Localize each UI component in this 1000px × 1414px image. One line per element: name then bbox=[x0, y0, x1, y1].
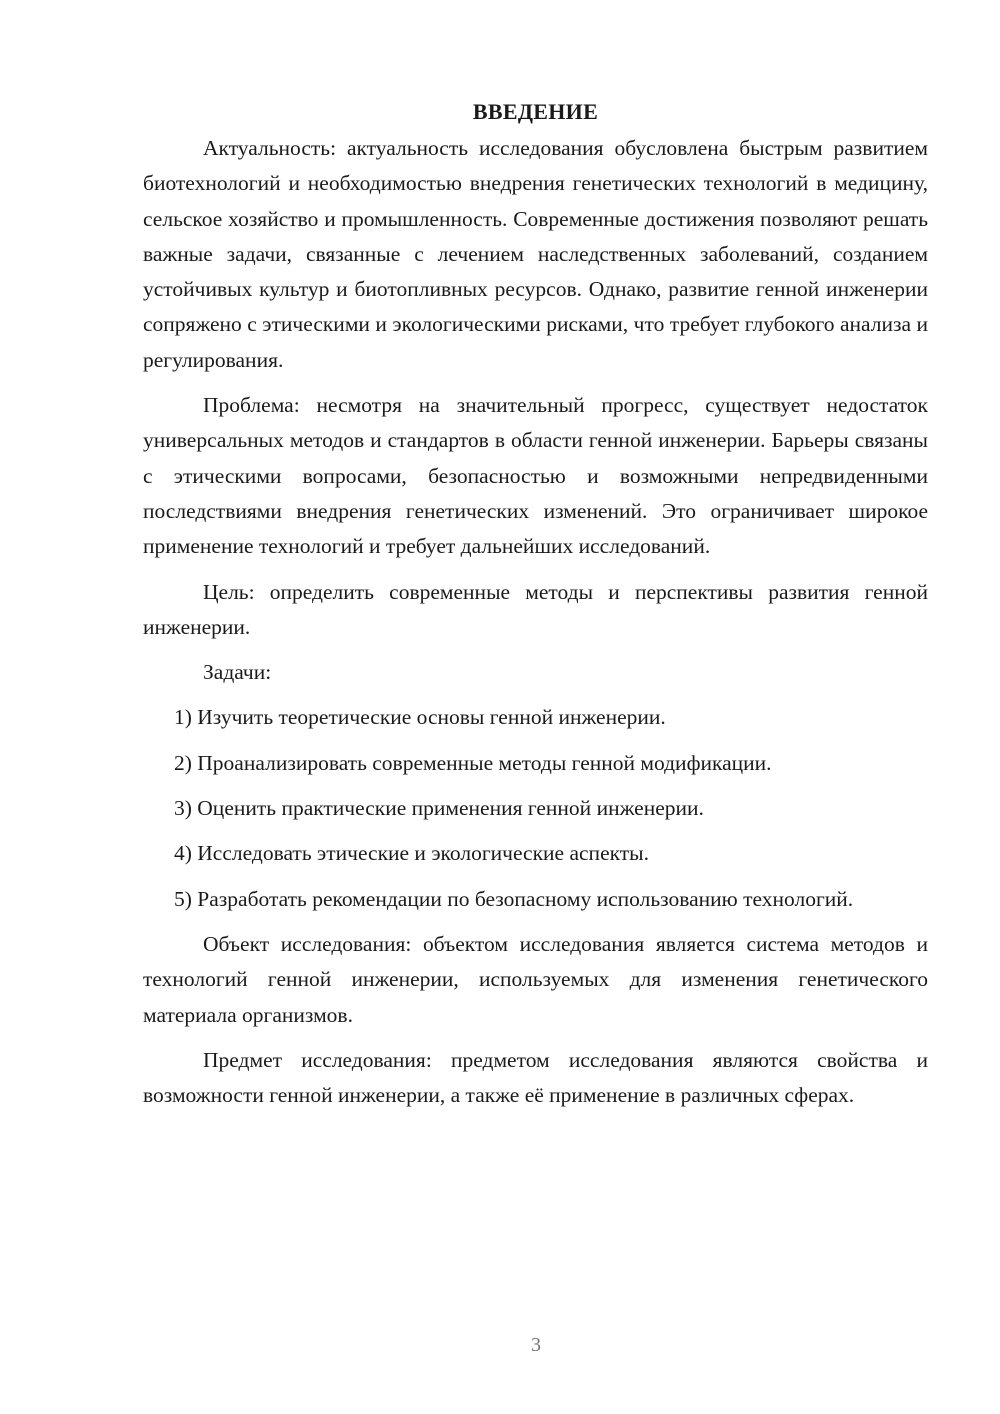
paragraph-goal: Цель: определить современные методы и перспективы развития генной инженерии. bbox=[143, 579, 928, 639]
page-number: 3 bbox=[531, 1334, 541, 1356]
task-item: 2) Проанализировать современные методы генной модификации. bbox=[174, 750, 772, 775]
paragraph-subject: Предмет исследования: предметом исследования являются свойства и возможности генной инженерии, а также её применение в различных сферах. bbox=[143, 1047, 928, 1108]
tasks-label: Задачи: bbox=[203, 660, 272, 685]
section-heading: ВВЕДЕНИЕ bbox=[472, 99, 599, 124]
paragraph-relevance: Актуальность: актуальность исследования обусловлена быстрым развитием биотехнологий и необходимостью внедрения генетических технологий в медицину, сельское хозяйство и промышленность. Современные достижения позволяют решать важные задачи, связанные с лечением наследственных заболеваний, созданием устойчивых культур и биотопливных ресурсов. Однако, развитие генной инженерии сопряжено с этическими и экологическими рисками, что требует глубокого анализа и регулирования. bbox=[143, 136, 928, 372]
task-list bbox=[143, 700, 928, 916]
task-item: 3) Оценить практические применения генной инженерии. bbox=[174, 796, 704, 821]
page-content bbox=[143, 94, 928, 1123]
paragraph-problem: Проблема: несмотря на значительный прогресс, существует недостаток универсальных методов и стандартов в области генной инженерии. Барьеры связаны с этическими вопросами, безопасностью и возможными непредвиденными последствиями внедрения генетических изменений. Это ограничивает широкое применение технологий и требует дальнейших исследований. bbox=[143, 393, 928, 559]
paragraph-object: Объект исследования: объектом исследования является система методов и технологий генной инженерии, используемых для изменения генетического материала организмов. bbox=[143, 931, 928, 1027]
task-item: 4) Исследовать этические и экологические аспекты. bbox=[174, 841, 649, 866]
task-item: 5) Разработать рекомендации по безопасному использованию технологий. bbox=[174, 886, 854, 911]
task-item: 1) Изучить теоретические основы генной инженерии. bbox=[174, 705, 666, 730]
